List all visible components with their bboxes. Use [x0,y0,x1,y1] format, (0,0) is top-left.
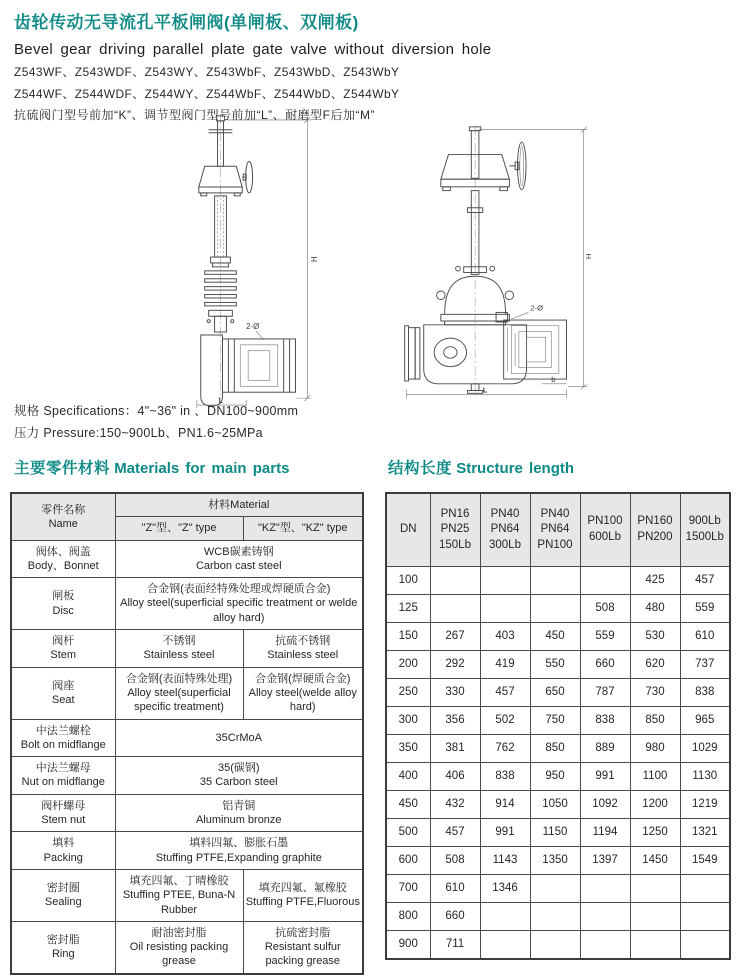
table-row [386,623,730,651]
kz-type-column-header: "KZ"型、"KZ" type [243,517,363,540]
length-cell: 457 [430,819,480,847]
material-column-header: 材料Material [115,493,363,517]
length-cell: 730 [630,679,680,707]
length-cell: 610 [430,875,480,903]
length-cell: 762 [480,735,530,763]
length-cell [630,931,680,960]
length-cell: 1450 [630,847,680,875]
part-name-cell: 阀体、阀盖 Body、Bonnet [11,540,115,578]
length-cell: 914 [480,791,530,819]
length-cell: 1092 [580,791,630,819]
length-cell [530,931,580,960]
length-cell: 508 [430,847,480,875]
length-cell [680,903,730,931]
structure-heading-en: Structure length [456,460,575,477]
table-row [11,832,363,870]
length-cell: 457 [680,567,730,595]
material-cell: WCB碳素铸钢 Carbon cast steel [115,540,363,578]
material-cell: 铝青铜 Aluminum bronze [115,794,363,832]
length-cell: 991 [580,763,630,791]
part-name-cell: 填料 Packing [11,832,115,870]
length-cell [630,903,680,931]
hole-note-label: 2-Ø [246,322,260,332]
dn-cell: 900 [386,931,430,960]
length-cell: 1150 [530,819,580,847]
length-cell: 406 [430,763,480,791]
hole-note [246,322,264,340]
material-cell: 35(碳钢) 35 Carbon steel [115,757,363,795]
table-header-row [11,493,363,517]
column-header: PN160 PN200 [630,493,680,567]
length-cell: 1250 [630,819,680,847]
structure-table [385,492,731,960]
length-cell [680,875,730,903]
type-prefix-note: 抗硫阀门型号前加“K”、调节型阀门型号前加“L”、耐磨型F后加“M” [14,108,375,122]
hole-note-label: 2-Ø [530,303,543,313]
dn-cell: 350 [386,735,430,763]
table-row [11,578,363,630]
dn-cell: 600 [386,847,430,875]
length-cell: 1397 [580,847,630,875]
length-cell: 838 [480,763,530,791]
column-header: PN100 600Lb [580,493,630,567]
length-cell: 850 [630,707,680,735]
length-cell: 502 [480,707,530,735]
dn-cell: 150 [386,623,430,651]
section-cylinder [496,312,566,379]
column-header: DN [386,493,430,567]
table-row [11,869,363,921]
length-cell: 620 [630,651,680,679]
length-cell: 480 [630,595,680,623]
name-column-header-en: Name [48,517,78,530]
length-cell: 559 [680,595,730,623]
length-cell [480,567,530,595]
length-cell: 750 [530,707,580,735]
table-row [386,735,730,763]
model-list-line1: Z543WF、Z543WDF、Z543WY、Z543WbF、Z543WbD、Z543WbY [14,65,400,79]
length-cell: 965 [680,707,730,735]
material-cell: 35CrMoA [115,719,363,757]
name-column-header-zh: 零件名称 [41,503,86,516]
page-title-en: Bevel gear driving parallel plate gate valve without diversion hole [14,41,492,58]
dim-h-label: H [310,256,320,262]
length-cell: 660 [580,651,630,679]
length-cell: 1219 [680,791,730,819]
material-cell: 抗硫不锈钢 Stainless steel [243,630,363,668]
dim-l-label: L [482,385,488,395]
material-cell: 合金钢(表面特殊处理) Alloy steel(superficial specific treatment) [115,667,243,719]
table-row [11,630,363,668]
column-header: PN40 PN64 300Lb [480,493,530,567]
material-cell: 耐油密封脂 Oil resisting packing grease [115,921,243,973]
length-cell: 950 [530,763,580,791]
table-row [386,875,730,903]
spec-line: 规格 Specifications：4"~36" in 、DN100~900mm [14,404,299,418]
length-dimension [407,375,567,398]
handwheel-icon [242,161,252,193]
valve-front-view-drawing [392,124,602,400]
length-cell [580,567,630,595]
specifications-block [14,401,298,445]
table-row [11,667,363,719]
materials-heading-en: Materials for main parts [114,460,290,477]
material-cell: 合金钢(表面经特殊处理或焊硬质合金) Alloy steel(superficial specific treatment or welde alloy hard) [115,578,363,630]
table-row [386,931,730,960]
length-cell: 1029 [680,735,730,763]
table-row [386,707,730,735]
length-cell [580,903,630,931]
structure-section-heading [388,456,574,478]
length-cell: 403 [480,623,530,651]
handwheel-icon [509,142,526,190]
length-cell: 1050 [530,791,580,819]
table-row [11,719,363,757]
length-cell: 1143 [480,847,530,875]
length-cell [430,567,480,595]
table-row [386,903,730,931]
part-name-cell: 中法兰螺母 Nut on midflange [11,757,115,795]
part-name-cell: 中法兰螺栓 Bolt on midflange [11,719,115,757]
length-cell: 356 [430,707,480,735]
table-header-row [386,493,730,567]
dn-cell: 200 [386,651,430,679]
length-cell [580,875,630,903]
length-cell [530,595,580,623]
materials-section-heading [14,456,289,478]
length-cell: 292 [430,651,480,679]
length-cell: 737 [680,651,730,679]
part-name-cell: 阀杆螺母 Stem nut [11,794,115,832]
length-cell: 650 [530,679,580,707]
structure-table-body [386,567,730,960]
part-name-cell: 闸板 Disc [11,578,115,630]
length-cell [580,931,630,960]
length-cell: 1200 [630,791,680,819]
page-title-zh: 齿轮传动无导流孔平板闸阀(单闸板、双闸板) [14,13,359,32]
length-cell [530,567,580,595]
column-header: 900Lb 1500Lb [680,493,730,567]
length-cell: 991 [480,819,530,847]
length-cell: 381 [430,735,480,763]
length-cell: 432 [430,791,480,819]
table-row [386,679,730,707]
part-name-cell: 阀杆 Stem [11,630,115,668]
height-dimension [224,117,319,401]
table-row [11,921,363,973]
part-name-cell: 密封圈 Sealing [11,869,115,921]
length-cell: 267 [430,623,480,651]
dim-l-label: L [218,396,223,406]
structure-heading-zh: 结构长度 [388,460,453,477]
page-header [14,8,714,123]
height-dimension [479,127,593,390]
material-cell: 填充四氟、氟橡胶 Stuffing PTFE,Fluorous [243,869,363,921]
dn-cell: 800 [386,903,430,931]
table-row [11,540,363,578]
length-cell: 1100 [630,763,680,791]
length-cell: 660 [430,903,480,931]
table-row [386,847,730,875]
length-cell: 1321 [680,819,730,847]
part-name-cell: 阀座 Seat [11,667,115,719]
length-cell: 419 [480,651,530,679]
length-cell: 1350 [530,847,580,875]
table-row [386,651,730,679]
length-cell: 610 [680,623,730,651]
length-cell: 330 [430,679,480,707]
length-cell [480,903,530,931]
length-cell: 850 [530,735,580,763]
length-cell: 457 [480,679,530,707]
valve-side-view-drawing [158,112,358,408]
material-cell: 合金钢(焊硬质合金) Alloy steel(welde alloy hard) [243,667,363,719]
dn-cell: 500 [386,819,430,847]
length-cell: 425 [630,567,680,595]
length-cell: 559 [580,623,630,651]
materials-heading-zh: 主要零件材料 [14,460,111,477]
dim-h-label: H [584,253,594,260]
dn-cell: 300 [386,707,430,735]
material-cell: 不锈钢 Stainless steel [115,630,243,668]
length-cell: 550 [530,651,580,679]
column-header: PN16 PN25 150Lb [430,493,480,567]
length-cell: 530 [630,623,680,651]
length-cell: 980 [630,735,680,763]
length-cell [530,875,580,903]
dn-cell: 250 [386,679,430,707]
length-cell [430,595,480,623]
part-name-cell: 密封脂 Ring [11,921,115,973]
z-type-column-header: "Z"型、"Z" type [115,517,243,540]
table-row [386,791,730,819]
hole-note [511,304,543,320]
table-row [386,763,730,791]
length-cell [480,931,530,960]
table-row [11,757,363,795]
dn-cell: 125 [386,595,430,623]
length-cell [480,595,530,623]
dn-cell: 400 [386,763,430,791]
length-cell [630,875,680,903]
material-cell: 填料四氟、膨胀石墨 Stuffing PTFE,Expanding graphite [115,832,363,870]
table-row [386,567,730,595]
length-cell: 838 [680,679,730,707]
valve-body-front [405,325,527,394]
column-header: PN40 PN64 PN100 [530,493,580,567]
pressure-line: 压力 Pressure:150~900Lb、PN1.6~25MPa [14,425,263,440]
length-cell [680,931,730,960]
length-cell: 450 [530,623,580,651]
materials-table [10,492,364,975]
material-cell: 抗硫密封脂 Resistant sulfur packing grease [243,921,363,973]
length-cell [530,903,580,931]
length-cell: 1194 [580,819,630,847]
length-cell: 1549 [680,847,730,875]
dim-b-label: b [551,374,556,384]
material-cell: 填充四氟、丁晴橡胶 Stuffing PTEE, Buna-N Rubber [115,869,243,921]
table-row [11,794,363,832]
materials-table-body [11,540,363,974]
length-cell: 787 [580,679,630,707]
dn-cell: 700 [386,875,430,903]
dn-cell: 100 [386,567,430,595]
table-row [386,819,730,847]
model-list-line2: Z544WF、Z544WDF、Z544WY、Z544WbF、Z544WbD、Z544WbY [14,87,400,101]
length-cell: 889 [580,735,630,763]
length-cell: 1130 [680,763,730,791]
dn-cell: 450 [386,791,430,819]
length-cell: 838 [580,707,630,735]
valve-body-side [201,335,296,406]
table-row [386,595,730,623]
length-cell: 1346 [480,875,530,903]
name-column-header [11,493,115,540]
length-cell: 711 [430,931,480,960]
length-cell: 508 [580,595,630,623]
